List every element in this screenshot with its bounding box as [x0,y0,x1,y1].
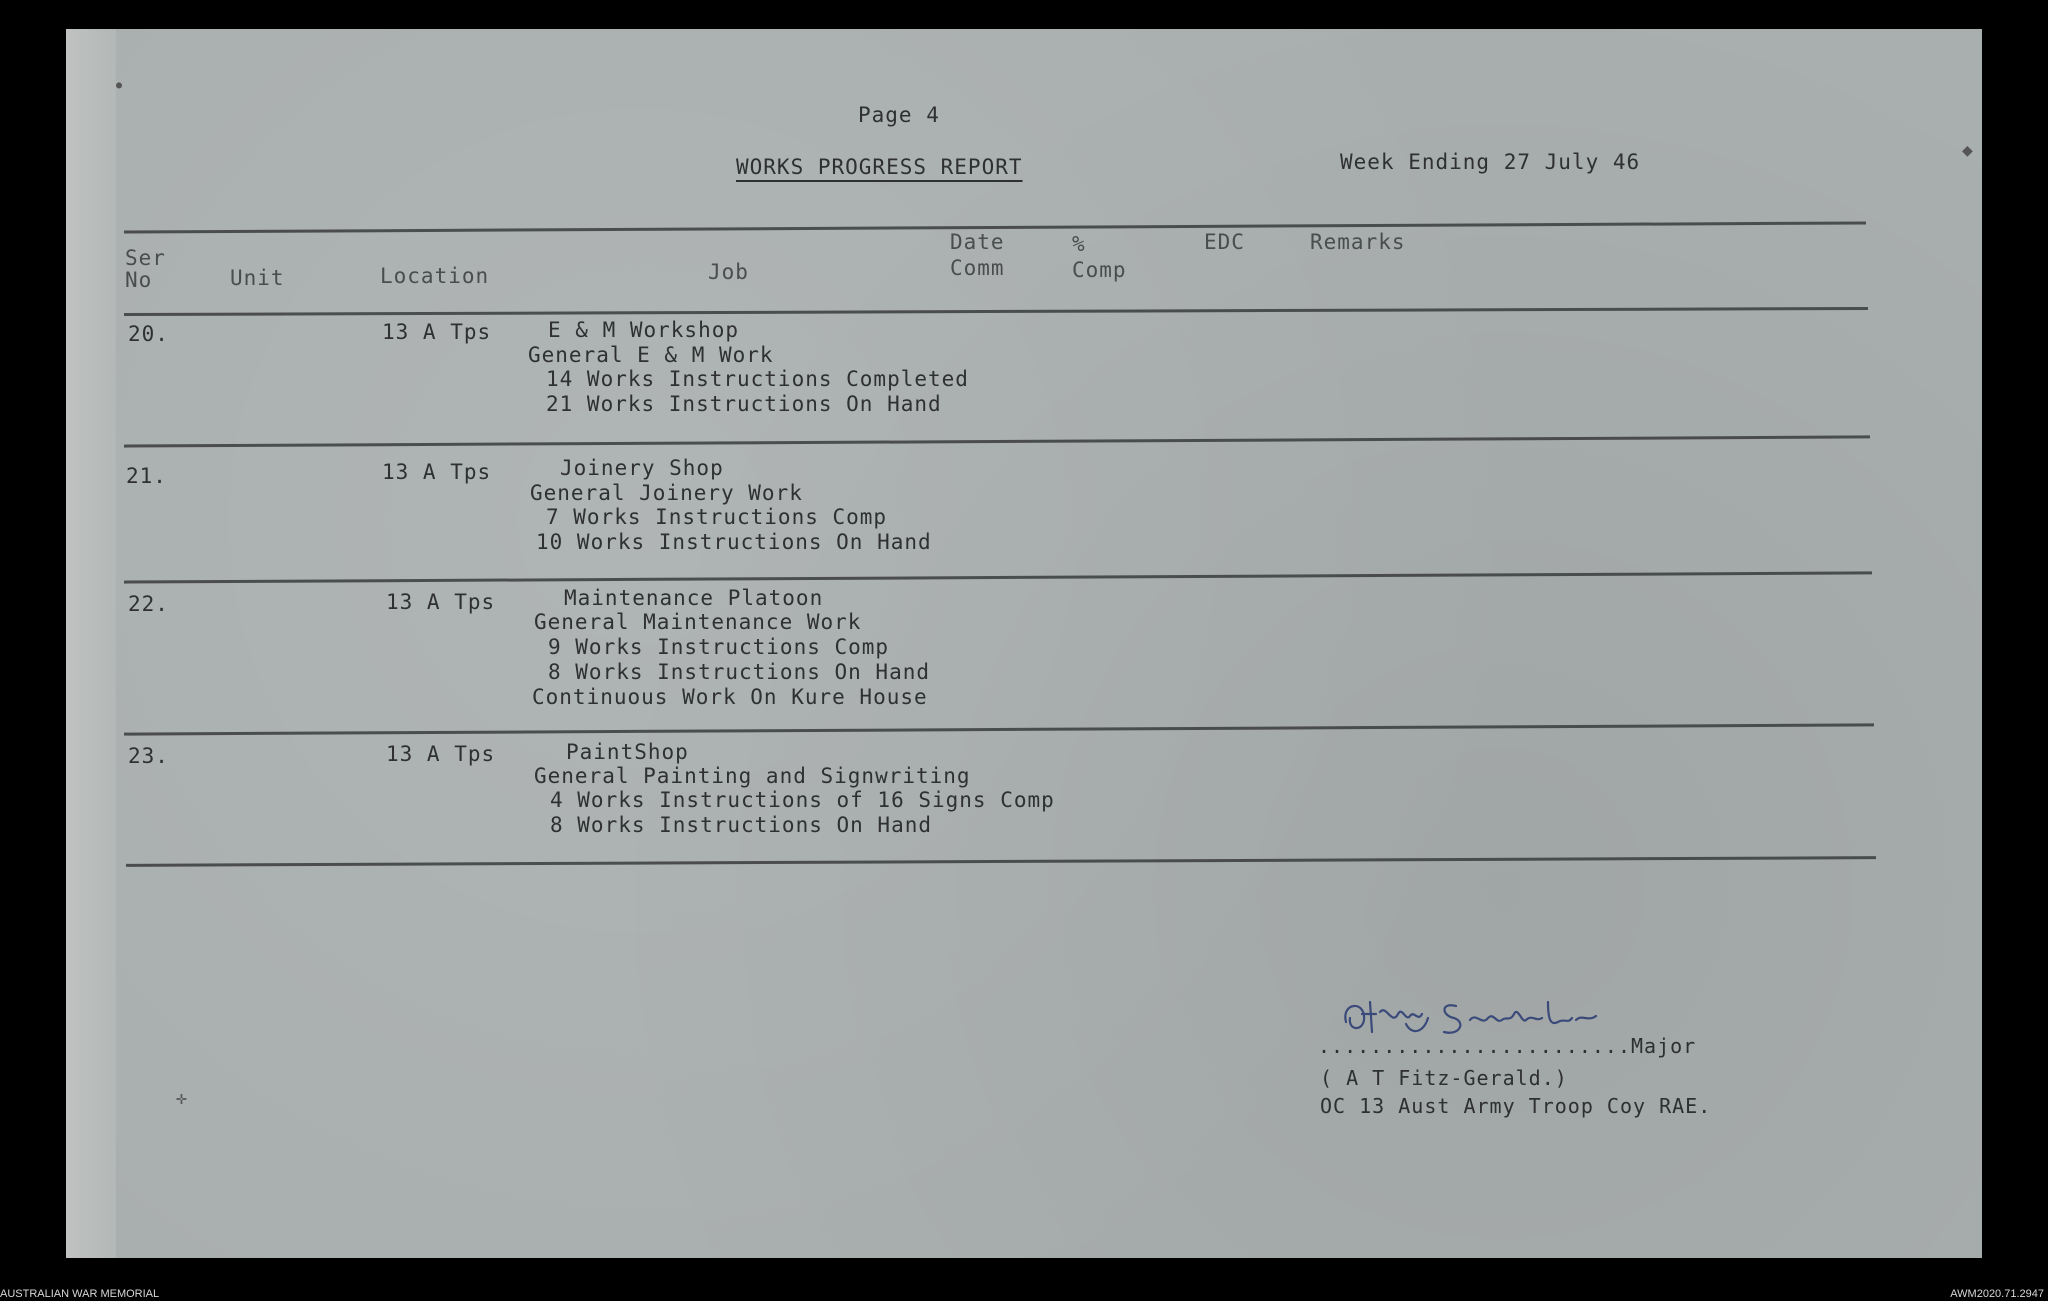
row-23-job-title: PaintShop [566,740,689,764]
col-date-label-2: Comm [950,256,1005,280]
row-23-job-line: 8 Works Instructions On Hand [550,813,933,837]
row-22-job-line: General Maintenance Work [534,610,862,634]
signatory-name: ( A T Fitz-Gerald.) [1320,1066,1568,1090]
document-page [66,29,1982,1258]
col-comp-label-1: % [1072,232,1086,256]
footer-left: AUSTRALIAN WAR MEMORIAL [0,1288,160,1300]
col-comp-label-2: Comp [1072,258,1127,282]
paper-edge [66,29,116,1258]
signatory-appointment: OC 13 Aust Army Troop Coy RAE. [1320,1094,1712,1118]
row-20-ser: 20. [128,322,169,346]
col-remarks-label: Remarks [1310,230,1406,254]
row-23-job-line: General Painting and Signwriting [534,764,971,788]
col-ser-label-2: No [125,268,153,292]
footer-right: AWM2020.71.2947 [1950,1288,2044,1300]
col-edc-label: EDC [1204,230,1245,254]
week-ending: Week Ending 27 July 46 [1340,150,1641,174]
row-20-job-line: 14 Works Instructions Completed [546,367,969,391]
row-22-job-line: 8 Works Instructions On Hand [548,660,931,684]
row-20-job-line: 21 Works Instructions On Hand [546,392,942,416]
row-21-job-line: 7 Works Instructions Comp [546,505,888,529]
row-21-job-line: General Joinery Work [530,481,803,505]
col-unit-label: Unit [230,266,285,290]
report-title: WORKS PROGRESS REPORT [736,155,1023,179]
signature-dots-rank: ........................Major [1318,1034,1697,1058]
row-22-job-line: 9 Works Instructions Comp [548,635,890,659]
page-number: Page 4 [858,103,940,127]
row-21-job-line: 10 Works Instructions On Hand [536,530,932,554]
pin-mark-icon: ✛ [176,1088,187,1109]
row-21-job-title: Joinery Shop [560,456,724,480]
staple-mark-icon: ◆ [1962,140,1973,161]
col-job-label: Job [708,260,749,284]
row-20-job-line: General E & M Work [528,343,774,367]
dot-mark-icon: ● [116,80,123,91]
row-21-ser: 21. [126,464,167,488]
col-date-label-1: Date [950,230,1005,254]
row-20-location: 13 A Tps [382,320,492,344]
col-location-label: Location [380,264,490,288]
row-20-job-title: E & M Workshop [548,318,740,342]
row-21-location: 13 A Tps [382,460,492,484]
row-23-ser: 23. [128,744,169,768]
col-ser-label-1: Ser [125,246,166,270]
row-23-location: 13 A Tps [386,742,496,766]
row-22-location: 13 A Tps [386,590,496,614]
row-22-job-title: Maintenance Platoon [564,586,824,610]
row-22-ser: 22. [128,592,169,616]
row-23-job-line: 4 Works Instructions of 16 Signs Comp [550,788,1055,812]
row-22-job-line: Continuous Work On Kure House [532,685,928,709]
